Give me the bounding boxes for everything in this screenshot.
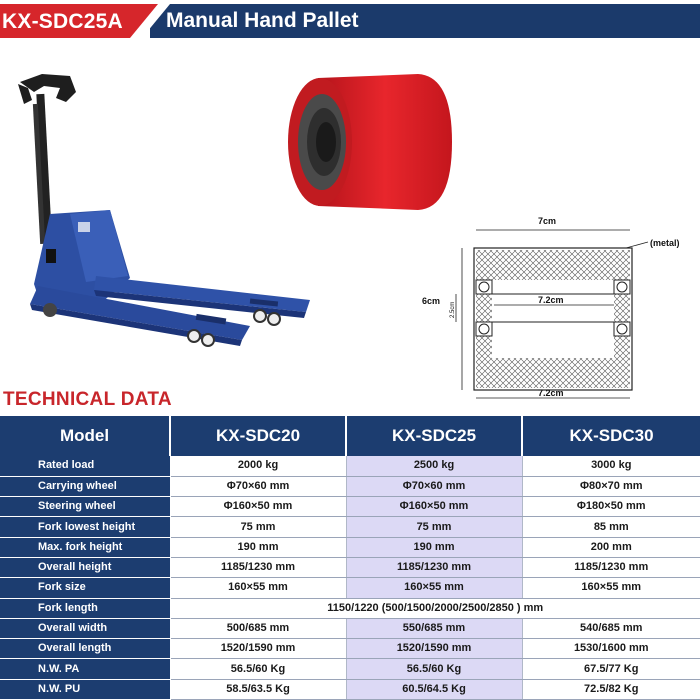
product-title: Manual Hand Pallet [166,9,359,32]
value-cell: 56.5/60 Kg [346,659,522,679]
value-cell: Φ70×60 mm [170,476,346,496]
value-cell: 56.5/60 Kg [170,659,346,679]
diagram-top-width: 7cm [538,216,557,226]
table-header-row [0,416,700,456]
merged-value-cell: 1150/1220 (500/1500/2000/2500/2850 ) mm [170,598,700,618]
table-row [0,476,700,496]
row-label: Max. fork height [0,537,170,557]
row-label: Fork length [0,598,170,618]
value-cell: 75 mm [170,517,346,537]
wheel-cross-section-diagram [410,206,700,402]
table-row [0,497,700,517]
value-cell: 200 mm [522,537,700,557]
pallet-truck-image [10,64,320,364]
table-row [0,659,700,679]
row-label: Fork lowest height [0,517,170,537]
value-cell: 550/685 mm [346,618,522,638]
value-cell: 160×55 mm [522,578,700,598]
value-cell: Φ160×50 mm [346,497,522,517]
header-kx-sdc30: KX-SDC30 [522,416,700,456]
diagram-metal-label: (metal) [650,238,680,248]
technical-data-table [0,416,700,700]
row-label: Fork size [0,578,170,598]
value-cell: 540/685 mm [522,618,700,638]
value-cell: 2500 kg [346,456,522,476]
value-cell: Φ80×70 mm [522,476,700,496]
table-row [0,456,700,476]
header-kx-sdc25: KX-SDC25 [346,416,522,456]
row-label: Overall height [0,557,170,577]
value-cell: 3000 kg [522,456,700,476]
row-label: N.W. PU [0,679,170,699]
table-row [0,618,700,638]
value-cell: 2000 kg [170,456,346,476]
diagram-inner-height: 2.5cm [450,301,456,318]
header-kx-sdc20: KX-SDC20 [170,416,346,456]
value-cell: Φ180×50 mm [522,497,700,517]
section-title: TECHNICAL DATA [3,389,172,410]
value-cell: 60.5/64.5 Kg [346,679,522,699]
value-cell: 72.5/82 Kg [522,679,700,699]
row-label: N.W. PA [0,659,170,679]
table-row [0,578,700,598]
value-cell: Φ160×50 mm [170,497,346,517]
row-label: Overall length [0,639,170,659]
table-row [0,598,700,618]
row-label: Rated load [0,456,170,476]
value-cell: 1520/1590 mm [346,639,522,659]
diagram-height-label: 6cm [422,296,441,306]
diagram-bottom-length: 7.2cm [538,388,564,398]
row-label: Overall width [0,618,170,638]
header-banner [0,0,700,42]
value-cell: 190 mm [170,537,346,557]
table-row [0,679,700,699]
model-code: KX-SDC25A [2,10,123,33]
table-row [0,557,700,577]
value-cell: 190 mm [346,537,522,557]
value-cell: 160×55 mm [170,578,346,598]
header-model: Model [0,416,170,456]
value-cell: 58.5/63.5 Kg [170,679,346,699]
value-cell: 1530/1600 mm [522,639,700,659]
value-cell: 75 mm [346,517,522,537]
value-cell: 1185/1230 mm [522,557,700,577]
row-label: Steering wheel [0,497,170,517]
value-cell: 85 mm [522,517,700,537]
table-row [0,639,700,659]
diagram-inner-length: 7.2cm [538,295,564,305]
polyurethane-wheel-image [280,72,460,214]
table-row [0,517,700,537]
value-cell: 500/685 mm [170,618,346,638]
row-label: Carrying wheel [0,476,170,496]
value-cell: Φ70×60 mm [346,476,522,496]
table-row [0,537,700,557]
value-cell: 67.5/77 Kg [522,659,700,679]
value-cell: 160×55 mm [346,578,522,598]
value-cell: 1185/1230 mm [346,557,522,577]
value-cell: 1185/1230 mm [170,557,346,577]
value-cell: 1520/1590 mm [170,639,346,659]
